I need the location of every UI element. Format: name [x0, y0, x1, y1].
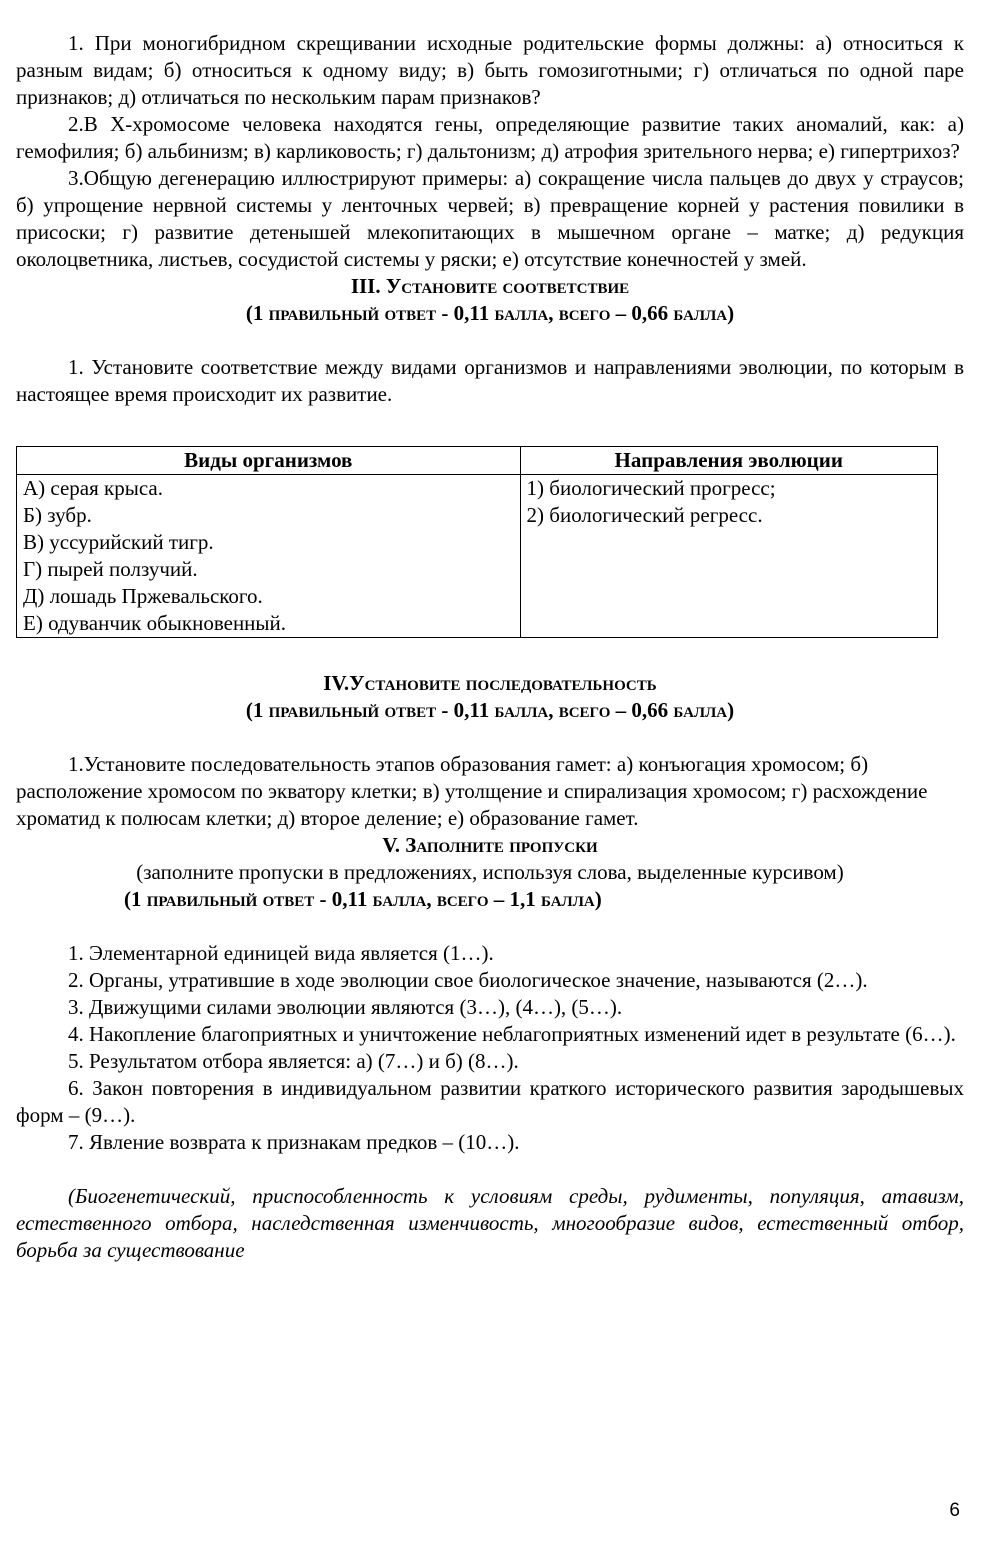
- section-4-title: IV.Установите последовательность: [323, 671, 657, 695]
- list-item: Б) зубр.: [23, 503, 92, 527]
- matching-question: 1. Установите соответствие между видами организмов и направлениями эволюции, по которым в настоящее время происходит их развитие.: [16, 355, 964, 406]
- species-list: [17, 475, 521, 638]
- section-3-score: (1 правильный ответ - 0,11 балла, всего – 0,66 балла): [245, 301, 735, 325]
- list-item: В) уссурийский тигр.: [23, 530, 214, 554]
- document-page: [16, 30, 964, 1264]
- list-item: Д) лошадь Пржевальского.: [23, 584, 263, 608]
- table-header-species: Виды организмов: [17, 447, 521, 475]
- fill-in-item: 5. Результатом отбора является: а) (7…) и б) (8…).: [68, 1049, 519, 1073]
- fill-in-item: 7. Явление возврата к признакам предков – (10…).: [68, 1130, 520, 1154]
- page-number: 6: [949, 1500, 960, 1521]
- question-paragraph: 2.В Х-хромосоме человека находятся гены, определяющие развитие таких аномалий, как: а) гемофилия; б) альбинизм; в) карликовость; г) дальтонизм; д) атрофия зрительного нерва; е) гипертрихоз?: [16, 112, 964, 163]
- section-5-subtitle: (заполните пропуски в предложениях, используя слова, выделенные курсивом): [136, 860, 844, 884]
- question-paragraph: 3.Общую дегенерацию иллюстрируют примеры: а) сокращение числа пальцев до двух у страусов; б) упрощение нервной системы у ленточных червей; в) превращение корней у растения повилики в присоски; г) развитие детенышей млекопитающих в мышечном органе – матке; д) редукция околоцветника, листьев, сосудистой системы у ряски; е) отсутствие конечностей у змей.: [16, 166, 964, 271]
- fill-in-item: 2. Органы, утратившие в ходе эволюции свое биологическое значение, называются (2…).: [68, 968, 868, 992]
- fill-in-item: 4. Накопление благоприятных и уничтожение неблагоприятных изменений идет в результате (6…).: [68, 1022, 956, 1046]
- table-header-directions: Направления эволюции: [520, 447, 937, 475]
- section-5-title: V. Заполните пропуски: [382, 833, 598, 857]
- fill-in-item: 6. Закон повторения в индивидуальном развитии краткого исторического развития зародышевых форм – (9…).: [16, 1076, 964, 1127]
- fill-in-item: 1. Элементарной единицей вида является (1…).: [68, 941, 494, 965]
- section-5-heading: [16, 832, 964, 859]
- section-5-score: (1 правильный ответ - 0,11 балла, всего – 1,1 балла): [124, 887, 602, 911]
- table-row: [17, 475, 938, 638]
- list-item: Г) пырей ползучий.: [23, 557, 198, 581]
- list-item: 1) биологический прогресс;: [526, 476, 776, 500]
- section-4-heading: [16, 670, 964, 724]
- sequence-question: 1.Установите последовательность этапов образования гамет: а) конъюгация хромосом; б) расположение хромосом по экватору клетки; в) утолщение и спирализация хромосом; г) расхождение хроматид к полюсам клетки; д) второе деление; е) образование гамет.: [16, 752, 928, 830]
- matching-table: [16, 446, 938, 638]
- fill-in-list: [16, 940, 964, 1156]
- table-header-row: [17, 447, 938, 475]
- section-4-score: (1 правильный ответ - 0,11 балла, всего – 0,66 балла): [245, 698, 735, 722]
- section-3-title: III. Установите соответствие: [350, 274, 630, 298]
- directions-list: [520, 475, 937, 638]
- list-item: Е) одуванчик обыкновенный.: [23, 611, 287, 635]
- list-item: 2) биологический регресс.: [526, 503, 763, 527]
- question-paragraph: 1. При моногибридном скрещивании исходные родительские формы должны: а) относиться к разным видам; б) относиться к одному виду; в) быть гомозиготными; г) отличаться по одной паре признаков; д) отличаться по нескольким парам признаков?: [16, 31, 964, 109]
- fill-in-item: 3. Движущими силами эволюции являются (3…), (4…), (5…).: [68, 995, 623, 1019]
- list-item: А) серая крыса.: [23, 476, 163, 500]
- word-bank: (Биогенетический, приспособленность к условиям среды, рудименты, популяция, атавизм, естественного отбора, наследственная изменчивость, многообразие видов, естественный отбор, борьба за существование: [16, 1184, 964, 1262]
- section-3-heading: [16, 273, 964, 327]
